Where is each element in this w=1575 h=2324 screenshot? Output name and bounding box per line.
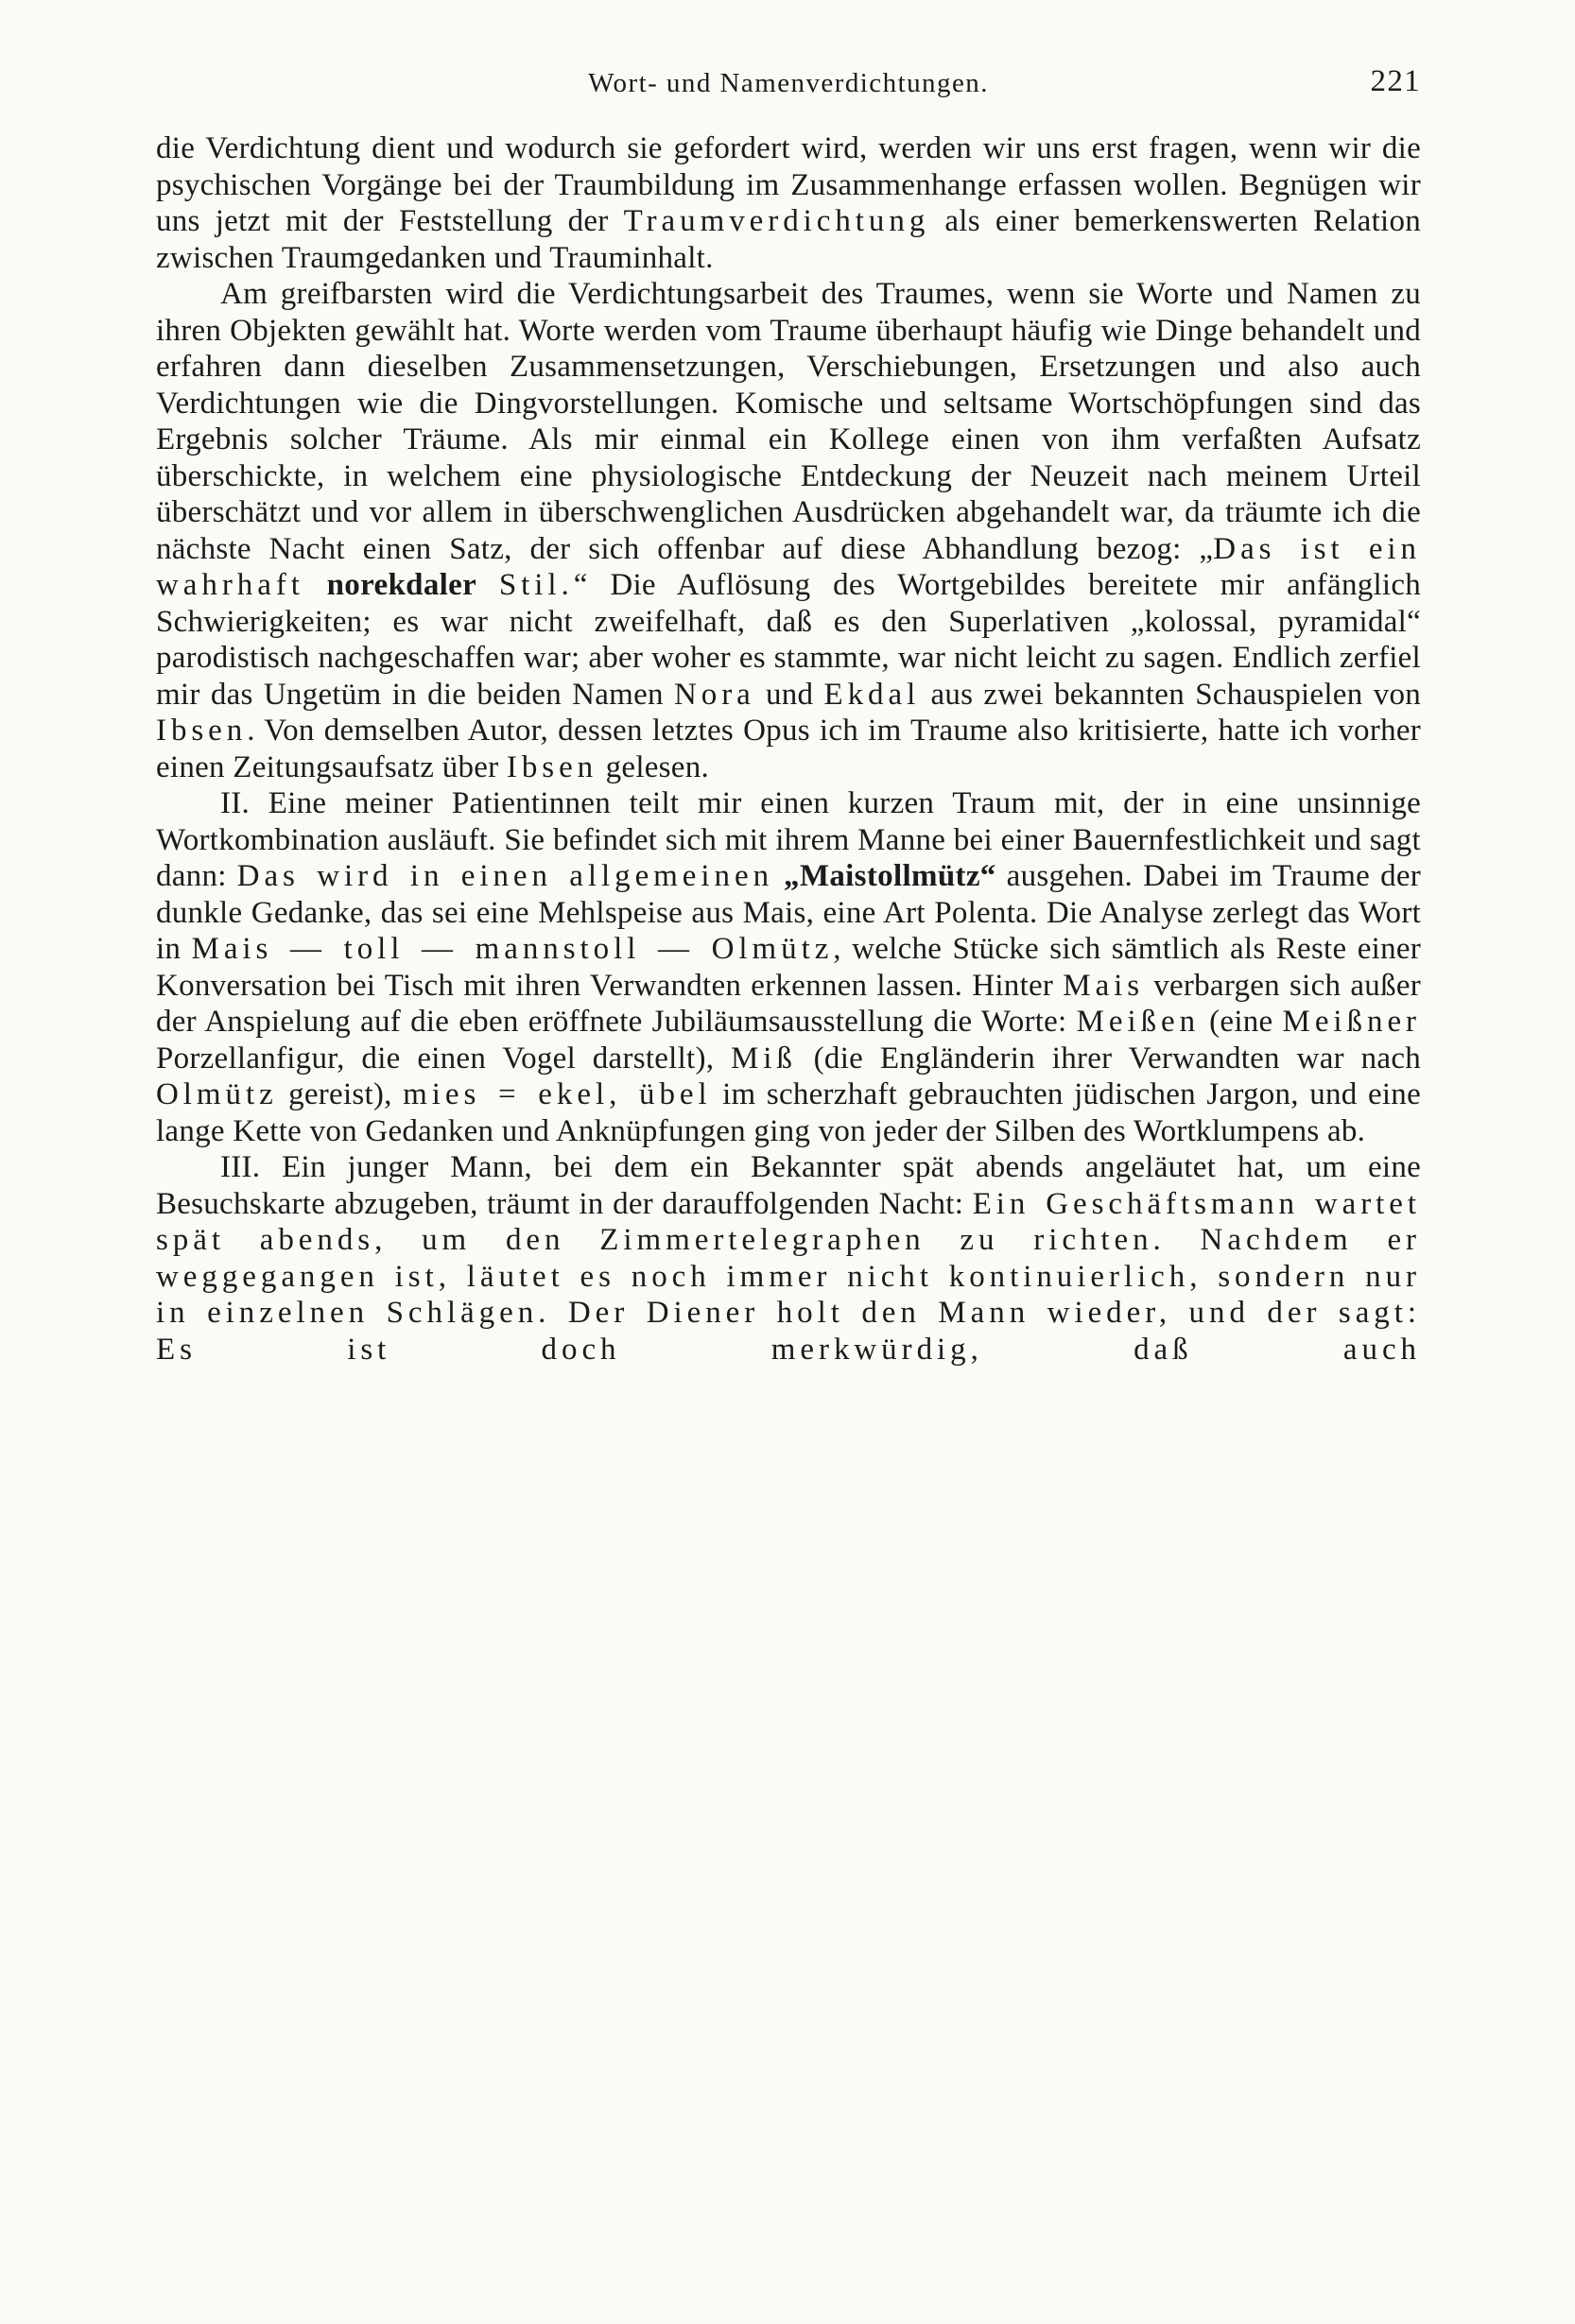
page-header bbox=[156, 64, 1421, 108]
text-segment: , welche Stücke sich sämtlich als Reste einer Konversation bei Tisch mit ihren Verwandten erkennen lassen. Hinter bbox=[156, 932, 1421, 1003]
running-title: Wort- und Namenverdichtungen. bbox=[588, 68, 989, 98]
page-body bbox=[156, 130, 1421, 1368]
text-segment: aus zwei bekannten Schauspielen von bbox=[920, 677, 1421, 712]
text-segment: Porzellanfigur, die einen Vogel darstellt), bbox=[156, 1041, 732, 1076]
spaced-emphasis: Nora bbox=[674, 677, 755, 712]
text-segment: “ Die Auflösung des Wortgebildes bereitete mir anfänglich Schwierigkeiten; es war nicht zweifelhaft, daß es den Superlativen „kolossal, pyramidal“ parodistisch nachgeschaffen war; aber woher es stammte, war nicht leicht zu sagen. Endlich zerfiel mir das Ungetüm in die beiden Namen bbox=[156, 568, 1422, 712]
text-segment: gelesen. bbox=[597, 749, 709, 784]
spaced-emphasis: Traumverdichtung bbox=[623, 204, 930, 238]
text-segment: . Von demselben Autor, dessen letztes Opus ich im Traume also kritisierte, hatte ich vorher einen Zeitungsaufsatz über bbox=[156, 714, 1421, 784]
text-segment bbox=[773, 859, 784, 893]
bold-neologism: „Maistollmütz“ bbox=[784, 859, 996, 893]
paragraph-2 bbox=[156, 276, 1421, 785]
text-segment: im scherzhaft gebrauchten jüdischen Jargon, und eine lange Kette von Gedanken und Anknüpfungen ging von jeder der Silben des Wortklumpens ab. bbox=[156, 1077, 1421, 1148]
spaced-emphasis: Stil. bbox=[498, 568, 574, 602]
spaced-emphasis: Das ist ein wahrhaft bbox=[156, 531, 1421, 602]
spaced-emphasis: Meißner bbox=[1282, 1005, 1421, 1039]
spaced-emphasis: Miß bbox=[731, 1041, 797, 1076]
spaced-emphasis: Ibsen bbox=[506, 749, 598, 784]
text-segment: (die Engländerin ihrer Verwandten war nach bbox=[796, 1041, 1421, 1076]
text-segment: ausgehen. Dabei im Traume der dunkle Gedanke, das sei eine Mehlspeise aus Mais, eine Art Polenta. Die Analyse zerlegt das Wort in bbox=[156, 859, 1421, 966]
text-segment: verbargen sich außer der Anspielung auf die eben eröffnete Jubiläumsausstellung die Worte: bbox=[156, 968, 1421, 1039]
spaced-emphasis: Das wird in einen allgemeinen bbox=[236, 859, 774, 893]
spaced-emphasis: Ibsen bbox=[156, 714, 248, 748]
text-segment: und bbox=[754, 677, 824, 712]
text-segment: Am greifbarsten wird die Verdichtungsarbeit des Traumes, wenn sie Worte und Namen zu ihren Objekten gewählt hat. Worte werden vom Traume überhaupt häufig wie Dinge behandelt und erfahren dann dieselben Zusammensetzungen, Verschiebungen, Ersetzungen und also auch Verdichtungen wie die Dingvorstellungen. Komische und seltsame Wortschöpfungen sind das Ergebnis solcher Träume. Als mir einmal ein Kollege einen von ihm verfaßten Aufsatz überschickte, in welchem eine physiologische Entdeckung der Neuzeit nach meinem Urteil überschätzt und vor allem in überschwenglichen Ausdrücken abgehandelt war, da träumte ich die nächste Nacht einen Satz, der sich offenbar auf diese Abhandlung bezog: „ bbox=[156, 277, 1421, 566]
paragraph-3 bbox=[156, 785, 1421, 1149]
bold-neologism: norekdaler bbox=[326, 568, 477, 602]
text-segment: als einer bemerkenswerten Relation zwischen Traumgedanken und Trauminhalt. bbox=[156, 204, 1421, 275]
paragraph-4 bbox=[156, 1149, 1421, 1368]
spaced-emphasis: Ein Geschäftsmann wartet spät abends, um den Zimmertelegraphen zu richten. Nachdem er weggegangen ist, läutet es noch immer nicht kontinuierlich, sondern nur in einzelnen Schlägen. Der Diener holt den Mann wieder, und der sagt: Es ist doch merkwürdig, daß auch bbox=[156, 1186, 1421, 1367]
text-segment: gereist), bbox=[277, 1077, 404, 1111]
text-block bbox=[156, 64, 1421, 1368]
text-segment bbox=[476, 568, 499, 602]
spaced-emphasis: mies = ekel, übel bbox=[403, 1077, 712, 1111]
spaced-emphasis: Mais bbox=[1063, 968, 1145, 1003]
spaced-emphasis: Meißen bbox=[1076, 1005, 1201, 1039]
text-segment bbox=[304, 568, 327, 602]
paragraph-1 bbox=[156, 130, 1421, 276]
spaced-emphasis: Ekdal bbox=[823, 677, 921, 712]
spaced-emphasis: Mais — toll — mannstoll — Olmütz bbox=[191, 932, 834, 966]
text-segment: die Verdichtung dient und wodurch sie gefordert wird, werden wir uns erst fragen, wenn wir die psychischen Vorgänge bei der Traumbildung im Zusammenhange erfassen wollen. Begnügen wir uns jetzt mit der Feststellung der bbox=[156, 131, 1421, 238]
spaced-emphasis: Olmütz bbox=[156, 1077, 278, 1111]
page-number: 221 bbox=[1370, 64, 1421, 98]
text-segment: (eine bbox=[1200, 1005, 1283, 1039]
text-segment: III. Ein junger Mann, bei dem ein Bekannter spät abends angeläutet hat, um eine Besuchskarte abzugeben, träumt in der darauffolgenden Nacht: bbox=[156, 1150, 1421, 1221]
text-segment: II. Eine meiner Patientinnen teilt mir einen kurzen Traum mit, der in eine unsinnige Wortkombination ausläuft. Sie befindet sich mit ihrem Manne bei einer Bauernfestlichkeit und sagt dann: bbox=[156, 786, 1421, 893]
